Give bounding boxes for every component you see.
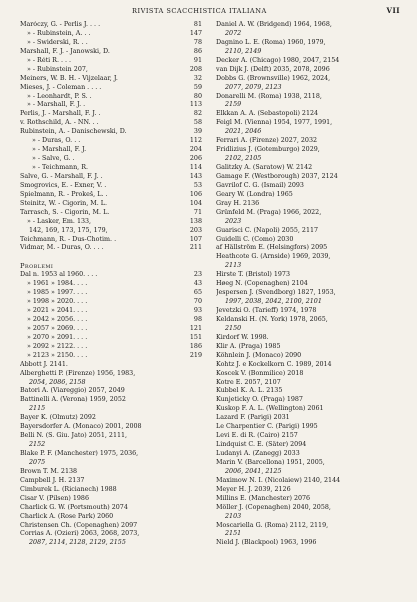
entry-text: » - Marshall, F. J. [32,146,87,154]
index-entry [216,66,400,75]
entry-page-number: 43 [193,280,202,288]
entry-text: » - Leonhardt, P. S. . [27,92,92,100]
index-entry [216,128,400,137]
index-entry [216,405,400,414]
index-entry [216,477,400,486]
entry-text: Cisar V. (Pilsen) 1986 [20,494,90,502]
index-entry [216,200,400,209]
index-entry [216,522,400,531]
entry-text: » - Swiderski, R. . . [27,38,88,46]
index-entry [20,325,202,334]
entry-text: Tarrasch, S. - Cigorin, M. L. [20,208,110,216]
index-entry [216,396,400,405]
entry-page-number: 39 [193,128,202,136]
index-entry [216,325,400,334]
index-column-left [20,21,202,548]
entry-text: Moscariella G. (Roma) 2112, 2119, [216,521,329,529]
index-entry [20,361,202,370]
entry-text: Hirste T. (Bristol) 1973 [216,271,290,279]
index-entry [216,101,400,110]
entry-text: Høeg N. (Copenaghen) 2104 [216,280,308,288]
index-entry [20,387,202,396]
index-entry [20,334,202,343]
index-entry [20,253,202,262]
entry-text: 2151 [225,530,242,538]
entry-text: 142, 169, 173, 175, 179, [29,226,108,234]
entry-text: Guarisci C. (Napoli) 2055, 2117 [216,226,319,234]
entry-page-number: 208 [189,65,202,73]
entry-text: Dagnino L. E. (Roma) 1960, 1979, [216,38,326,46]
index-entry [216,423,400,432]
entry-page-number: 138 [189,217,202,225]
index-entry [20,119,202,128]
index-entry [20,57,202,66]
entry-text: Kotre E. 2057, 2107 [216,378,281,386]
entry-page-number: 121 [189,324,202,332]
entry-text: 2021, 2046 [225,128,262,136]
index-entry [216,432,400,441]
index-entry [20,271,202,280]
index-entry [216,307,400,316]
index-entry [216,93,400,102]
index-entry [20,75,202,84]
entry-text: 2072 [225,29,242,37]
entry-text: Kunjeticky O. (Praga) 1987 [216,396,303,404]
index-entry [20,414,202,423]
page-number: VII [386,6,400,15]
entry-page-number: 58 [193,119,202,127]
index-entry [20,110,202,119]
index-entry [20,459,202,468]
entry-text: Galitzky A. (Saratow) W. 2142 [216,164,313,171]
entry-text: 2054, 2086, 2158 [29,378,86,386]
entry-text: Maximow N. I. (Nicolaiew) 2140, 2144 [216,476,341,484]
index-entry [20,262,202,271]
index-entry [20,30,202,39]
index-entry [20,450,202,459]
entry-text: 2087, 2114, 2128, 2129, 2155 [29,539,126,547]
index-entry [20,280,202,289]
entry-page-number: 206 [189,155,202,163]
entry-text: » - Rubinstein 207, [27,65,88,73]
index-entry [216,119,400,128]
index-entry [216,244,400,253]
index-entry [20,146,202,155]
entry-page-number: 78 [193,38,202,46]
entry-page-number: 114 [189,164,202,171]
entry-text: Abbott J. 2141. [20,360,68,368]
index-entry [216,209,400,218]
index-entry [216,504,400,513]
index-entry [216,182,400,191]
entry-text: Koscek V. (Bonmilice) 2018 [216,369,304,377]
index-entry [216,343,400,352]
index-entry [20,164,202,173]
index-entry [216,513,400,522]
index-entry [216,316,400,325]
index-entry [20,218,202,227]
entry-text: Alberghetti P. (Firenze) 1956, 1983, [20,369,136,377]
entry-text: Jevetzki O. (Tarieff) 1974, 1978 [216,307,317,314]
entry-page-number: 98 [193,315,202,323]
entry-text: Möller J. (Copenaghen) 2040, 2058, [216,503,331,511]
entry-text: Steinitz, W. - Cigorin, M. L. [20,199,108,207]
entry-text: Kuskop F. A. L. (Wellington) 2061 [216,405,324,413]
index-entry [20,477,202,486]
index-entry [20,21,202,30]
index-entry [20,84,202,93]
index-entry [216,262,400,271]
index-entry [216,441,400,450]
entry-text: Teichmann, R. - Dus-Chotim. . [20,235,117,243]
index-entry [20,530,202,539]
entry-text: Le Charpentier C. (Parigi) 1995 [216,423,318,431]
entry-text: Geary W. (Londra) 1965 [216,190,293,198]
index-entry [20,137,202,146]
entry-text: Charlick G. W. (Portsmouth) 2074 [20,503,128,511]
entry-text: 2023 [225,217,242,225]
index-entry [20,128,202,137]
index-entry [20,236,202,245]
index-entry [20,66,202,75]
entry-text: 2077, 2079, 2123 [225,83,282,91]
entry-text: » - Lasker, Em. 133, [27,217,92,225]
index-entry [20,396,202,405]
entry-text: Meiners, W. B. H. - Vijzelaar, J. [20,74,118,82]
index-entry [216,39,400,48]
index-entry [216,21,400,30]
entry-text: Ludanyi A. (Zanegg) 2033 [216,450,300,457]
entry-page-number: 80 [193,92,202,100]
index-entry [20,468,202,477]
entry-text: 2159 [225,101,242,109]
entry-text: Gamage F. (Westborough) 2037, 2124 [216,172,338,180]
entry-text: Spielmann, R. - Prokeš, L. . [20,190,108,198]
entry-text: Köhnlein J. (Monaco) 2090 [216,351,302,359]
index-entry [20,441,202,450]
entry-text: Problemi [20,262,54,271]
entry-text: af Hällström E. (Helsingfors) 2095 [216,244,328,252]
index-entry [20,486,202,495]
entry-text: Kubbel K. A. L. 2135 [216,387,283,395]
entry-page-number: 71 [193,208,202,216]
index-entry [20,495,202,504]
entry-text: Bayersdorfer A. (Monaco) 2001, 2008 [20,423,142,431]
index-entry [216,164,400,173]
entry-text: Kohtz J. e Kockelkorn C. 1989, 2014 [216,360,332,368]
entry-text: » 2092 » 2122. . . . [27,342,88,350]
index-entry [216,450,400,459]
entry-page-number: 53 [193,181,202,189]
entry-text: Fridlizius J. (Gotemburgo) 2029, [216,146,320,154]
entry-text: Blake P. F. (Manchester) 1975, 2036, [20,450,139,457]
index-entry [216,30,400,39]
index-entry [20,200,202,209]
entry-text: 1997, 2038, 2042, 2100, 2101 [225,298,322,306]
index-entry [216,298,400,307]
entry-page-number: 219 [189,351,202,359]
entry-text: Nield J. (Blackpool) 1963, 1996 [216,539,317,547]
entry-text: Elkkan A. A. (Sebastopoli) 2124 [216,110,319,118]
entry-text: Gavrilof C. G. (Ismail) 2093 [216,181,304,189]
entry-text: Maróczy, G. - Perlis J. . . . [20,21,101,28]
entry-page-number: 81 [193,21,202,28]
index-entry [20,191,202,200]
entry-text: Daniel A. W. (Bridgend) 1964, 1968, [216,21,332,28]
index-entry [216,137,400,146]
entry-page-number: 86 [193,47,202,55]
index-entry [216,57,400,66]
entry-page-number: 112 [189,137,202,145]
index-entry [216,110,400,119]
index-entry [20,289,202,298]
entry-text: Decker A. (Chicago) 1980, 2047, 2154 [216,56,340,64]
index-entry [20,522,202,531]
index-entry [20,227,202,236]
entry-text: Gray H. 2136 [216,199,260,207]
entry-page-number: 143 [189,172,202,180]
index-entry [20,316,202,325]
entry-text: Charlick A. (Rose Park) 2060 [20,512,114,520]
entry-text: » 2057 » 2069. . . . [27,324,88,332]
index-entry [20,93,202,102]
entry-text: » 2021 » 2041. . . . [27,307,88,314]
entry-page-number: 203 [189,226,202,234]
index-entry [216,191,400,200]
index-entry [20,432,202,441]
entry-page-number: 104 [189,199,202,207]
index-entry [20,298,202,307]
index-entry [216,468,400,477]
index-entry [216,155,400,164]
entry-text: » 1998 » 2020. . . . [27,298,88,306]
index-column-right [216,21,400,548]
entry-page-number: 70 [193,298,202,306]
index-entry [20,307,202,316]
entry-page-number: 91 [193,56,202,64]
entry-text: » 2070 » 2091. . . . [27,333,88,341]
index-entry [216,495,400,504]
index-entry [20,209,202,218]
entry-text: Brown T. M. 2138 [20,467,78,475]
entry-text: v. Rothschild, A. - NN. . . [20,119,99,127]
entry-page-number: 107 [189,235,202,243]
index-entry [20,379,202,388]
entry-text: 2150 [225,324,242,332]
index-entry [20,504,202,513]
running-header [0,5,417,17]
entry-page-number: 93 [193,307,202,314]
index-entry [20,352,202,361]
entry-page-number: 82 [193,110,202,118]
entry-text: Kirdorf W. 1998. [216,333,269,341]
entry-text: Christensen Ch. (Copenaghen) 2097 [20,521,138,529]
index-entry [20,244,202,253]
index-entry [216,530,400,539]
entry-text: Heathcote G. (Arnside) 1969, 2039, [216,253,331,261]
index-entry [216,227,400,236]
entry-text: » 2123 » 2150. . . . [27,351,88,359]
entry-text: » 2042 » 2056. . . . [27,315,88,323]
index-entry [216,84,400,93]
index-entry [216,486,400,495]
entry-text: 2152 [29,441,46,449]
entry-text: 2115 [29,405,46,413]
entry-text: Campbell J. H. 2137 [20,476,85,484]
entry-text: » - Marshall, F. J. . [27,101,86,109]
entry-text: Guidelli C. (Como) 2030 [216,235,294,243]
entry-text: Mieses, J. - Coleman . . . . [20,83,102,91]
index-entry [20,539,202,548]
entry-page-number: 106 [189,190,202,198]
entry-text: Keldanski H. (N. York) 1978, 2065, [216,315,328,323]
index-entry [216,48,400,57]
index-entry [20,48,202,57]
entry-text: Rubinstein, A. - Danischewski, D. [20,128,127,136]
entry-text: 2006, 2041, 2125 [225,467,282,475]
entry-text: Lindquist C. E. (Säter) 2094 [216,441,307,449]
index-entry [20,343,202,352]
entry-text: Lazard F. (Parigi) 2031 [216,414,290,422]
entry-text: » - Duras, O. . . [32,137,81,145]
entry-text: Levi E. di R. (Cairo) 2157 [216,432,298,440]
entry-text: Dal n. 1953 al 1960. . . . [20,271,98,279]
index-entry [216,146,400,155]
entry-text: » - Teichmann, R. [32,164,89,171]
index-entry [216,539,400,548]
entry-text: Salve, G. - Marshall, F. J. . [20,172,103,180]
entry-text: Smogrovics, E. - Exner, V. . [20,181,107,189]
entry-text: Jespersen J. (Svendborg) 1827, 1953, [216,289,336,297]
entry-text: van Dijk J. (Delft) 2035, 2078, 2096 [216,65,330,73]
index-entry [216,379,400,388]
index-entry [216,370,400,379]
entry-text: 2110, 2149 [225,47,262,55]
entry-text: 2103 [225,512,242,520]
entry-text: Belli N. (S. Giu. Jato) 2051, 2111, [20,432,128,440]
entry-text: Grünfeld M. (Praga) 1966, 2022, [216,208,322,216]
entry-text: 2102, 2105 [225,155,262,163]
index-entry [20,182,202,191]
entry-text: Meyer H. J. 2039, 2126 [216,485,291,493]
entry-text: Dobbs G. (Brownsville) 1962, 2024, [216,74,331,82]
entry-text: Batori A. (Viareggio) 2057, 2049 [20,387,125,395]
index-entry [20,370,202,379]
entry-text: Corrias A. (Ozieri) 2063, 2068, 2073, [20,530,140,538]
entry-text: 2113 [225,262,242,270]
entry-text: Battinelli A. (Verona) 1959, 2052 [20,396,126,404]
entry-text: Marin V. (Barcellona) 1951, 2005, [216,458,325,466]
entry-page-number: 204 [189,146,202,154]
entry-page-number: 211 [189,244,202,252]
index-entry [216,236,400,245]
index-entry [216,414,400,423]
index-entry [216,361,400,370]
index-entry [216,173,400,182]
entry-text: Klir A. (Praga) 1985 [216,342,281,350]
entry-text: Perlis, J. - Marshall, F. J. . [20,110,101,118]
index-entry [216,280,400,289]
index-entry [216,289,400,298]
entry-text: » 1985 » 1997. . . . [27,289,88,297]
index-entry [20,155,202,164]
entry-page-number: 23 [193,271,202,279]
index-entry [216,387,400,396]
index-entry [216,352,400,361]
index-entry [216,75,400,84]
index-entry [216,253,400,262]
entry-text: Marshall, F. J. - Janowski, D. [20,47,110,55]
entry-text: 2075 [29,458,46,466]
entry-text: Bayer K. (Olmutz) 2092 [20,414,96,422]
index-entry [20,405,202,414]
index-entry [20,423,202,432]
journal-title: RIVISTA SCACCHISTICA ITALIANA [132,7,267,15]
entry-page-number: 65 [193,289,202,297]
entry-page-number: 151 [189,333,202,341]
index-entry [216,334,400,343]
index-entry [20,173,202,182]
entry-text: » - Salve, G. . [32,155,75,163]
entry-text: Feigl M. (Vienna) 1954, 1977, 1991, [216,119,333,127]
index-entry [216,459,400,468]
entry-page-number: 186 [189,342,202,350]
entry-page-number: 147 [189,29,202,37]
entry-page-number: 32 [193,74,202,82]
index-entry [20,39,202,48]
entry-text: » - Rubinstein, A. . . [27,29,91,37]
entry-text: » - Réti R. . . . [27,56,72,64]
entry-text: Cimburek L. (Ricianech) 1988 [20,485,117,493]
entry-text: Ferrari A. (Firenze) 2027, 2032 [216,137,318,145]
index-entry [216,271,400,280]
entry-text: » 1961 » 1984. . . . [27,280,88,288]
index-entry [20,513,202,522]
entry-page-number: 113 [189,101,202,109]
index-entry [20,101,202,110]
entry-page-number: 59 [193,83,202,91]
entry-text: Donarelli M. (Roma) 1938, 2118, [216,92,322,100]
entry-text: Millins E. (Manchester) 2076 [216,494,311,502]
entry-text: Vidmar, M. - Duras, O. . . . [20,244,104,252]
index-entry [216,218,400,227]
